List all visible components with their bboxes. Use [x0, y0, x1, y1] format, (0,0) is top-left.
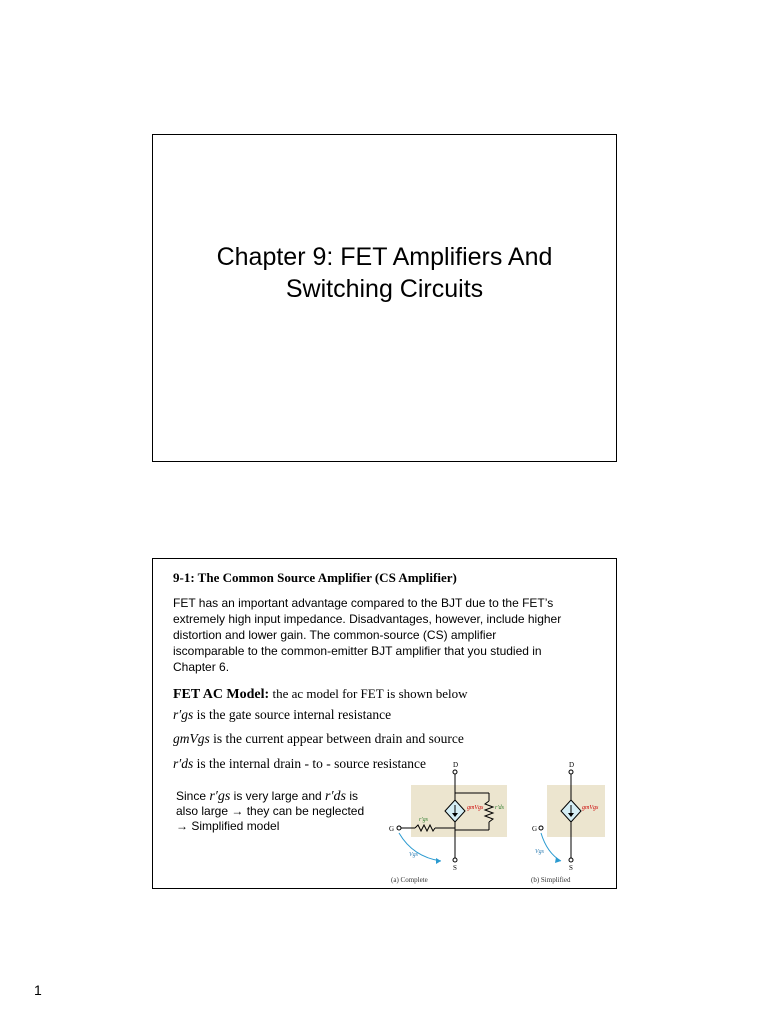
para-line: Chapter 6. — [173, 660, 230, 674]
gm-line — [173, 731, 464, 747]
ac-model-text: the ac model for FET is shown below — [269, 686, 468, 701]
complete-model-diagram — [385, 755, 525, 885]
rgs-label: r′gs — [419, 817, 428, 823]
rds-symbol: r′ds — [173, 756, 194, 771]
gm-symbol: gmVgs — [173, 731, 210, 746]
node-s-label: S — [453, 864, 457, 872]
caption-simplified: (b) Simplified — [531, 876, 571, 884]
ac-model-label: FET AC Model: — [173, 687, 270, 702]
para-line: distortion and lower gain. The common-source (CS) amplifier — [173, 628, 497, 642]
since-text-1: Since — [176, 789, 210, 803]
node-g-terminal — [397, 826, 401, 830]
slide-1-title — [153, 241, 616, 305]
since-line-1 — [176, 789, 386, 804]
node-s-terminal — [453, 858, 457, 862]
section-heading: 9-1: The Common Source Amplifier (CS Amplifier) — [173, 570, 457, 585]
para-line: FET has an important advantage compared to the BJT due to the FET’s — [173, 596, 554, 610]
node-s-terminal — [569, 858, 573, 862]
since-line-2: also large → they can be neglected — [176, 804, 365, 818]
rgs-symbol: r′gs — [173, 707, 194, 722]
vgs-label: Vgs — [535, 849, 544, 855]
simplified-model-diagram — [525, 755, 617, 885]
since-line-3: → Simplified model — [176, 819, 280, 833]
node-d-label: D — [453, 761, 459, 769]
para-line: iscomparable to the common-emitter BJT amplifier that you studied in — [173, 644, 542, 658]
node-d-label: D — [569, 761, 575, 769]
node-d-terminal — [569, 770, 573, 774]
intro-paragraph — [173, 595, 598, 675]
slide-1 — [152, 134, 617, 462]
vgs-arrow — [541, 833, 561, 861]
node-d-terminal — [453, 770, 457, 774]
since-rgs-symbol: r′gs — [209, 789, 231, 804]
vgs-arrow-head — [436, 858, 441, 864]
node-g-label: G — [389, 825, 395, 833]
since-note — [176, 789, 386, 834]
page-number: 1 — [34, 982, 42, 998]
rds-label: r′ds — [495, 805, 504, 811]
rgs-text: is the gate source internal resistance — [193, 707, 392, 722]
para-line: extremely high input impedance. Disadvantages, however, include higher — [173, 612, 562, 626]
since-text-2: is very large and — [230, 789, 326, 803]
since-rds-symbol: r′ds — [325, 789, 347, 804]
vgs-label: Vgs — [409, 852, 418, 858]
node-g-terminal — [539, 826, 543, 830]
rds-text: is the internal drain - to - source resistance — [193, 756, 427, 771]
slide-2 — [152, 558, 617, 889]
caption-complete: (a) Complete — [391, 876, 428, 884]
node-s-label: S — [569, 864, 573, 872]
title-line-1: Chapter 9: FET Amplifiers And — [216, 243, 553, 271]
title-line-2: Switching Circuits — [285, 275, 484, 303]
gm-text: is the current appear between drain and source — [209, 731, 464, 746]
rgs-line — [173, 707, 391, 723]
node-g-label: G — [532, 825, 538, 833]
ac-model-line — [173, 686, 468, 703]
gmvgs-label: gmVgs — [582, 805, 599, 811]
since-text-3: is — [346, 789, 359, 803]
vgs-arrow — [399, 833, 441, 861]
gmvgs-label: gmVgs — [467, 805, 484, 811]
